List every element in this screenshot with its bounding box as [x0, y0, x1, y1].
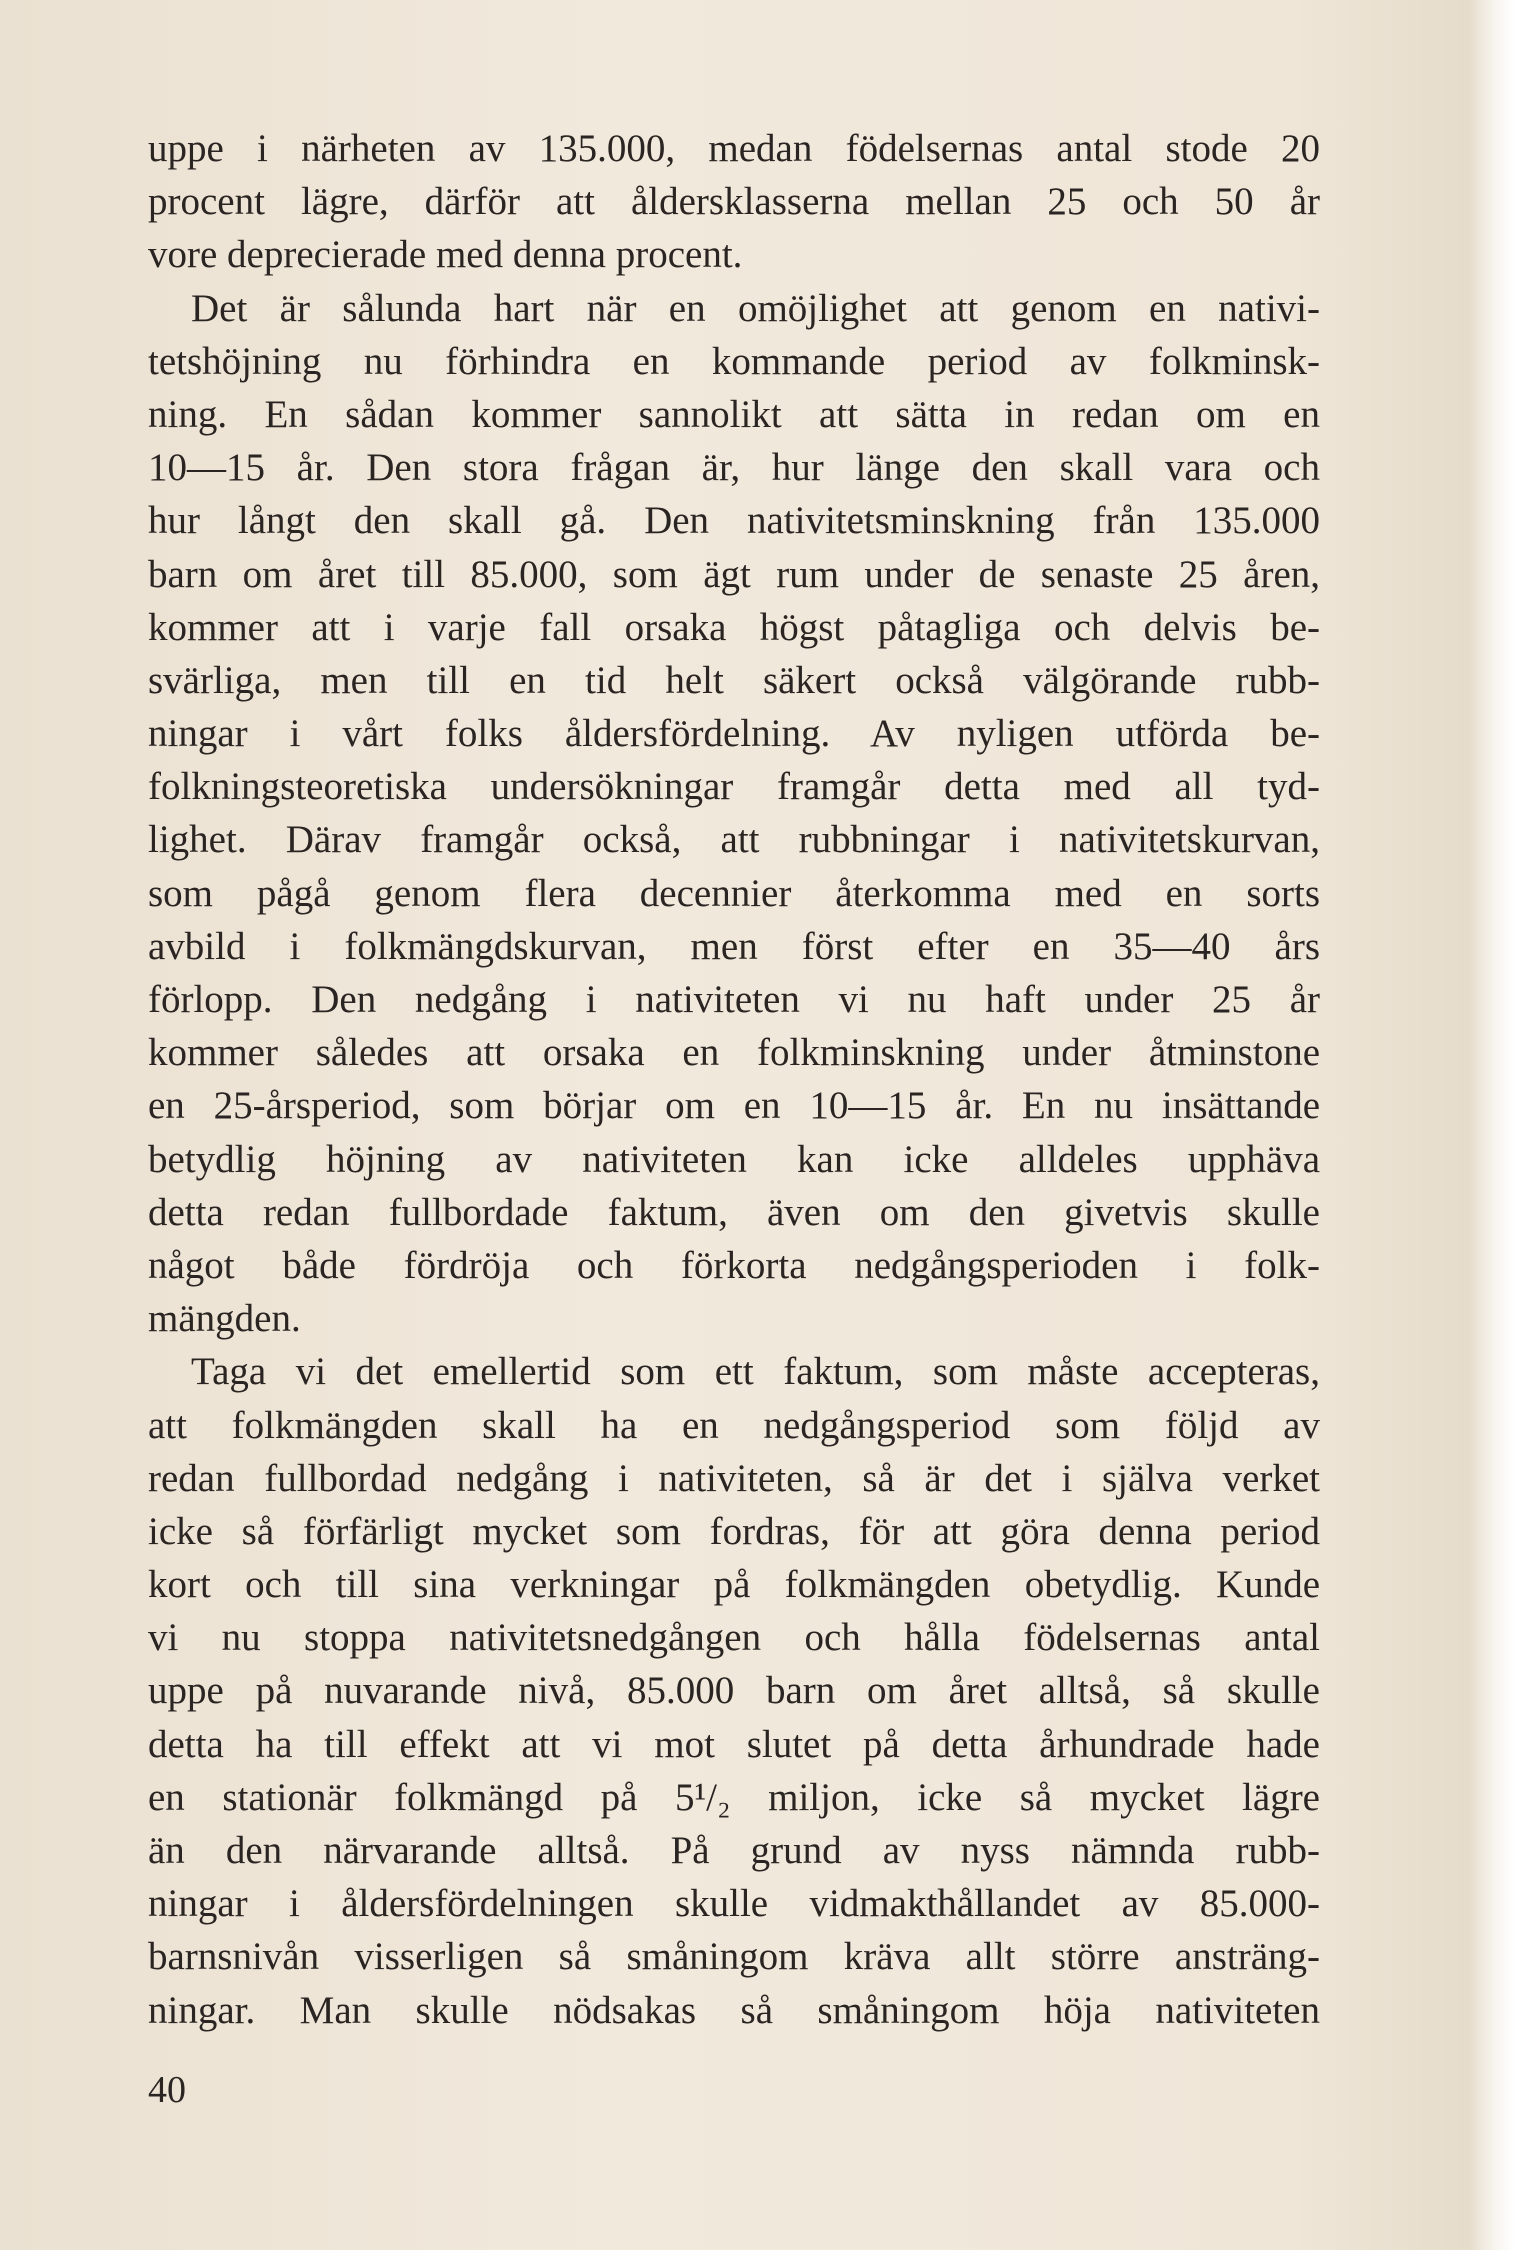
paragraph [148, 122, 1320, 282]
text-line: kommer således att orsaka en folkminskning under åtminstone [148, 1031, 1320, 1075]
body-text [148, 122, 1320, 2037]
paragraph [148, 282, 1320, 1346]
text-line: procent lägre, därför att åldersklasserna mellan 25 och 50 år [148, 180, 1320, 224]
text-line: barnsnivån visserligen så småningom kräva allt större ansträng- [148, 1935, 1320, 1979]
text-line: än den närvarande alltså. På grund av nyss nämnda rubb- [148, 1829, 1320, 1872]
text-line: detta redan fullbordade faktum, även om den givetvis skulle [148, 1190, 1320, 1234]
text-line: ningar i vårt folks åldersfördelning. Av nyligen utförda be- [148, 712, 1320, 756]
text-line: vi nu stoppa nativitetsnedgången och hålla födelsernas antal [148, 1616, 1320, 1660]
text-line: hur långt den skall gå. Den nativitetsminskning från 135.000 [148, 499, 1320, 543]
text-line: en 25-årsperiod, som börjar om en 10—15 år. En nu insättande [148, 1084, 1320, 1128]
text-line: lighet. Därav framgår också, att rubbningar i nativitetskurvan, [148, 818, 1320, 862]
text-line: detta ha till effekt att vi mot slutet på detta århundrade hade [148, 1722, 1320, 1766]
page-number: 40 [148, 2069, 186, 2111]
text-line: icke så förfärligt mycket som fordras, för att göra denna period [148, 1509, 1320, 1553]
text-line: Taga vi det emellertid som ett faktum, som måste accepteras, [191, 1350, 1320, 1394]
text-line: som pågå genom flera decennier återkomma med en sorts [148, 871, 1320, 915]
text-line: ningar. Man skulle nödsakas så småningom höja nativiteten [148, 1988, 1320, 2032]
text-line: tetshöjning nu förhindra en kommande period av folkminsk- [148, 339, 1320, 383]
text-line: 10—15 år. Den stora frågan är, hur länge den skall vara och [148, 446, 1320, 490]
text-line: uppe på nuvarande nivå, 85.000 barn om året alltså, så skulle [148, 1669, 1320, 1713]
text-line: svärliga, men till en tid helt säkert också välgörande rubb- [148, 658, 1320, 702]
text-line: att folkmängden skall ha en nedgångsperiod som följd av [148, 1403, 1320, 1447]
text-line: barn om året till 85.000, som ägt rum under de senaste 25 åren, [148, 552, 1320, 596]
text-line: ning. En sådan kommer sannolikt att sätta in redan om en [148, 392, 1320, 436]
text-line: uppe i närheten av 135.000, medan födelsernas antal stode 20 [148, 127, 1320, 170]
text-line: avbild i folkmängdskurvan, men först efter en 35—40 års [148, 924, 1320, 968]
text-line: vore deprecierade med denna procent. [148, 233, 743, 277]
paragraph [148, 1345, 1320, 2036]
text-line: en stationär folkmängd på 5¹/₂ miljon, icke så mycket lägre [148, 1775, 1320, 1819]
text-line: folkningsteoretiska undersökningar framgår detta med all tyd- [148, 765, 1320, 809]
text-line: betydlig höjning av nativiteten kan icke alldeles upphäva [148, 1137, 1320, 1181]
text-line: något både fördröja och förkorta nedgångsperioden i folk- [148, 1243, 1320, 1287]
text-line: kommer att i varje fall orsaka högst påtagliga och delvis be- [148, 605, 1320, 649]
text-line: redan fullbordad nedgång i nativiteten, så är det i själva verket [148, 1456, 1320, 1500]
text-line: mängden. [148, 1297, 301, 1341]
text-line: kort och till sina verkningar på folkmängden obetydlig. Kunde [148, 1563, 1320, 1607]
text-line: Det är sålunda hart när en omöjlighet att genom en nativi- [191, 286, 1320, 330]
text-line: förlopp. Den nedgång i nativiteten vi nu haft under 25 år [148, 978, 1320, 1021]
text-line: ningar i åldersfördelningen skulle vidmakthållandet av 85.000- [148, 1882, 1320, 1926]
